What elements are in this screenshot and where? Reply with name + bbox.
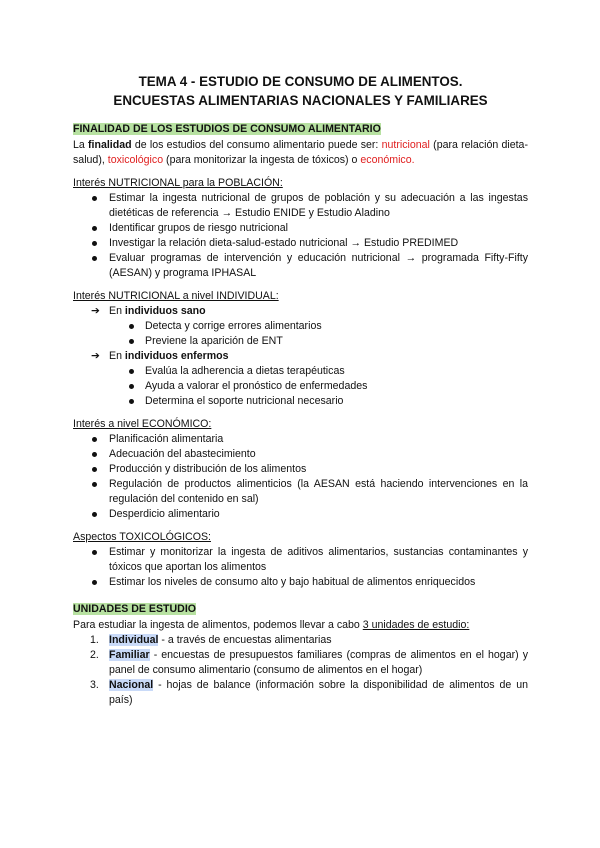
subheading-nutricional-poblacion: Interés NUTRICIONAL para la POBLACIÓN:	[73, 177, 283, 189]
subheading-economico: Interés a nivel ECONÓMICO:	[73, 418, 212, 430]
list-item: Adecuación del abastecimiento	[73, 447, 528, 462]
list-item-individuos-enfermos: ➔ En individuos enfermos Evalúa la adherencia a dietas terapéuticas Ayuda a valorar el pronóstico de enfermedades Determina el soporte nutricional necesario	[73, 349, 528, 409]
sublist-individuos-enfermos	[109, 364, 528, 409]
finalidad-paragraph: La finalidad de los estudios del consumo alimentario puede ser: nutricional (para relación dieta-salud), toxicológico (para monitorizar la ingesta de tóxicos) o económico.	[73, 139, 528, 166]
list-item: Estimar y monitorizar la ingesta de aditivos alimentarios, sustancias contaminantes y tóxicos que aportan los alimentos	[73, 545, 528, 575]
list-item: Estimar los niveles de consumo alto y bajo habitual de alimentos enriquecidos	[73, 575, 528, 590]
sublist-individuos-sano	[109, 319, 528, 349]
arrow-icon: ➔	[91, 305, 100, 317]
section-heading-finalidad: FINALIDAD DE LOS ESTUDIOS DE CONSUMO ALIMENTARIO	[73, 123, 381, 135]
list-economico	[73, 432, 528, 522]
list-item-individual: 1. Individual - a través de encuestas alimentarias	[90, 634, 332, 646]
document-page	[73, 72, 528, 708]
list-nutricional-individual	[73, 304, 528, 409]
list-item: Ayuda a valorar el pronóstico de enfermedades	[73, 379, 528, 394]
list-item-nacional: 3. Nacional - hojas de balance (información sobre la disponibilidad de alimentos de un país)	[90, 679, 528, 706]
document-title	[73, 72, 528, 110]
list-item: Evalúa la adherencia a dietas terapéuticas	[73, 364, 528, 379]
subheading-toxicologicos: Aspectos TOXICOLÓGICOS:	[73, 531, 211, 543]
list-item: Estimar la ingesta nutricional de grupos de población y su adecuación a las ingestas dietéticas de referencia → Estudio ENIDE y Estudio Aladino	[73, 191, 528, 221]
title-line-2: ENCUESTAS ALIMENTARIAS NACIONALES Y FAMILIARES	[113, 93, 488, 108]
subheading-nutricional-individual: Interés NUTRICIONAL a nivel INDIVIDUAL:	[73, 290, 279, 302]
list-item: Determina el soporte nutricional necesario	[73, 394, 528, 409]
title-line-1: TEMA 4 - ESTUDIO DE CONSUMO DE ALIMENTOS.	[138, 74, 463, 89]
list-toxicologicos	[73, 545, 528, 590]
list-item-familiar: 2. Familiar - encuestas de presupuestos familiares (compras de alimentos en el hogar) y panel de consumo alimentario (consumo de alimentos en el hogar)	[90, 649, 528, 676]
list-item: Investigar la relación dieta-salud-estado nutricional → Estudio PREDIMED	[73, 236, 528, 251]
list-item: Evaluar programas de intervención y educación nutricional → programada Fifty-Fifty (AESAN) y programa IPHASAL	[73, 251, 528, 281]
list-item: Regulación de productos alimenticios (la AESAN está haciendo intervenciones en la regulación del contenido en sal)	[73, 477, 528, 507]
list-item: Detecta y corrige errores alimentarios	[73, 319, 528, 334]
list-item-individuos-sano: ➔ En individuos sano Detecta y corrige errores alimentarios Previene la aparición de ENT	[73, 304, 528, 349]
list-unidades	[73, 633, 528, 708]
section-heading-unidades: UNIDADES DE ESTUDIO	[73, 603, 197, 615]
unidades-intro: Para estudiar la ingesta de alimentos, podemos llevar a cabo 3 unidades de estudio:	[73, 619, 470, 631]
list-item: Planificación alimentaria	[73, 432, 528, 447]
list-nutricional-poblacion	[73, 191, 528, 281]
list-item: Producción y distribución de los alimentos	[73, 462, 528, 477]
list-item: Previene la aparición de ENT	[73, 334, 528, 349]
arrow-icon: ➔	[91, 350, 100, 362]
list-item: Identificar grupos de riesgo nutricional	[73, 221, 528, 236]
list-item: Desperdicio alimentario	[73, 507, 528, 522]
